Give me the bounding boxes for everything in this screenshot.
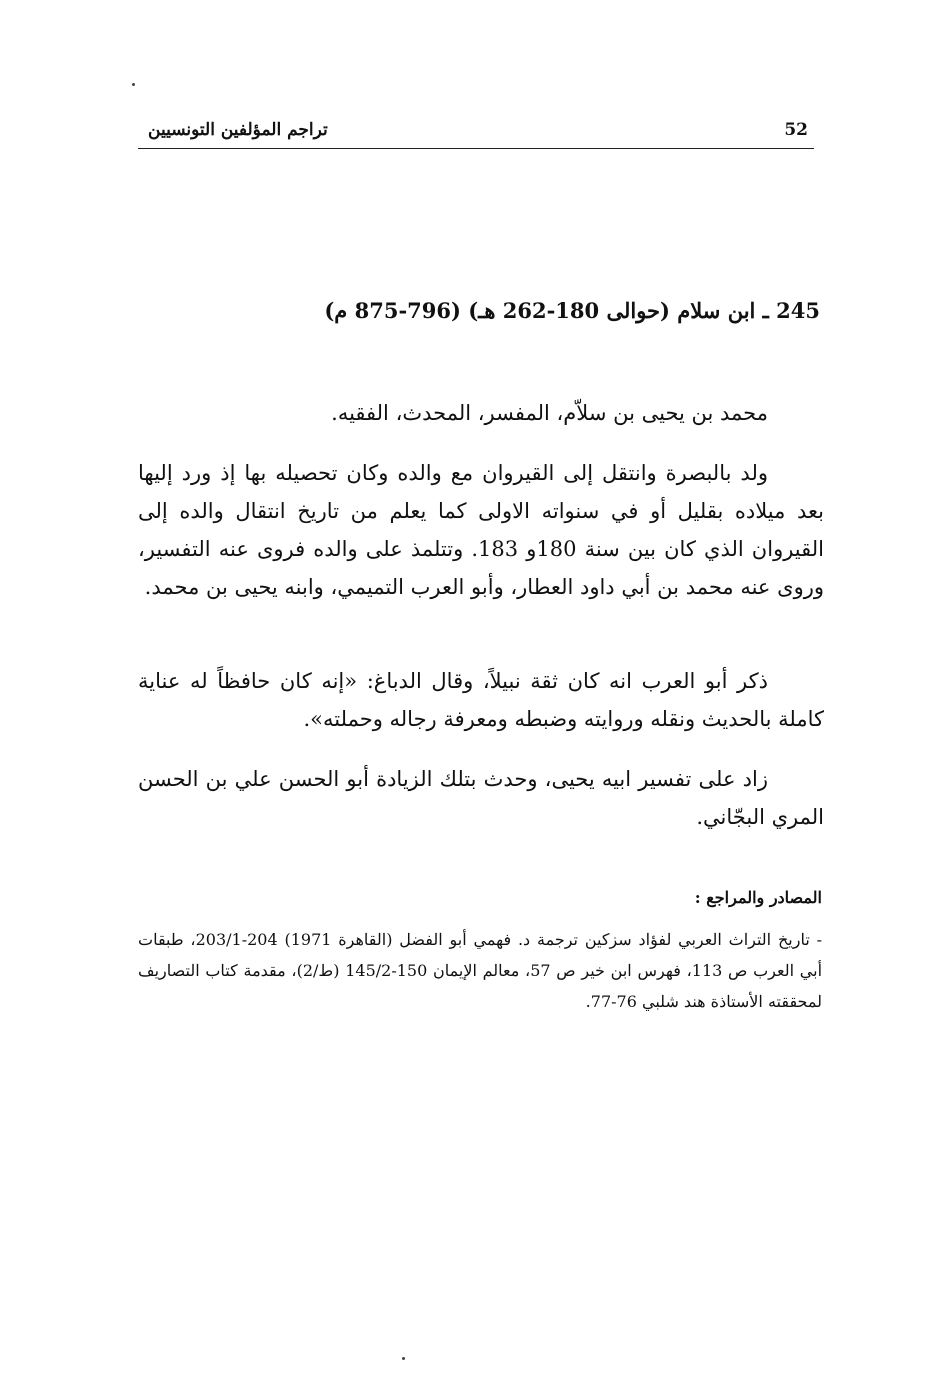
- name-paragraph: محمد بن يحيى بن سلاّم، المفسر، المحدث، الفقيه.: [331, 401, 768, 425]
- biography-paragraph-2: [138, 662, 824, 738]
- paragraph-text: زاد على تفسير ابيه يحيى، وحدث بتلك الزيادة أبو الحسن علي بن الحسن المري البجّاني.: [138, 767, 824, 829]
- header-divider: [138, 148, 814, 149]
- entry-heading: 245 ـ ابن سلام (حوالى 180-262 هـ) (796-875 م): [324, 298, 820, 323]
- page-number: 52: [784, 120, 808, 140]
- entry-name-line: [138, 394, 824, 432]
- running-header: [138, 118, 814, 148]
- sources-heading: المصادر والمراجع :: [694, 888, 822, 907]
- paragraph-text: ذكر أبو العرب انه كان ثقة نبيلاً، وقال الدباغ: «إنه كان حافظاً له عناية كاملة بالحديث ونقله وروايته وضبطه ومعرفة رجاله وحملته».: [138, 669, 824, 731]
- scan-speck: [132, 83, 135, 86]
- sources-text: - تاريخ التراث العربي لفؤاد سزكين ترجمة د. فهمي أبو الفضل (القاهرة 1971) 204-203/1، طبقات أبي العرب ص 113، فهرس ابن خير ص 57، معالم الإيمان 150-145/2 (ط/2)، مقدمة كتاب التصاريف لمحققته الأستاذة هند شلبي 76-77.: [138, 930, 823, 1011]
- biography-paragraph-3: [138, 760, 824, 836]
- paragraph-text: ولد بالبصرة وانتقل إلى القيروان مع والده وكان تحصيله بها إذ ورد إليها بعد ميلاده بقليل أو في سنواته الاولى كما يعلم من تاريخ انتقال والده إلى القيروان الذي كان بين سنة 180و 183. وتتلمذ على والده فروى عنه التفسير، وروى عنه محمد بن أبي داود العطار، وأبو العرب التميمي، وابنه يحيى بن محمد.: [138, 461, 824, 599]
- sources-list: [138, 924, 822, 1017]
- scan-speck: [402, 1357, 405, 1360]
- biography-paragraph-1: [138, 454, 824, 606]
- book-title: تراجم المؤلفين التونسيين: [148, 120, 328, 140]
